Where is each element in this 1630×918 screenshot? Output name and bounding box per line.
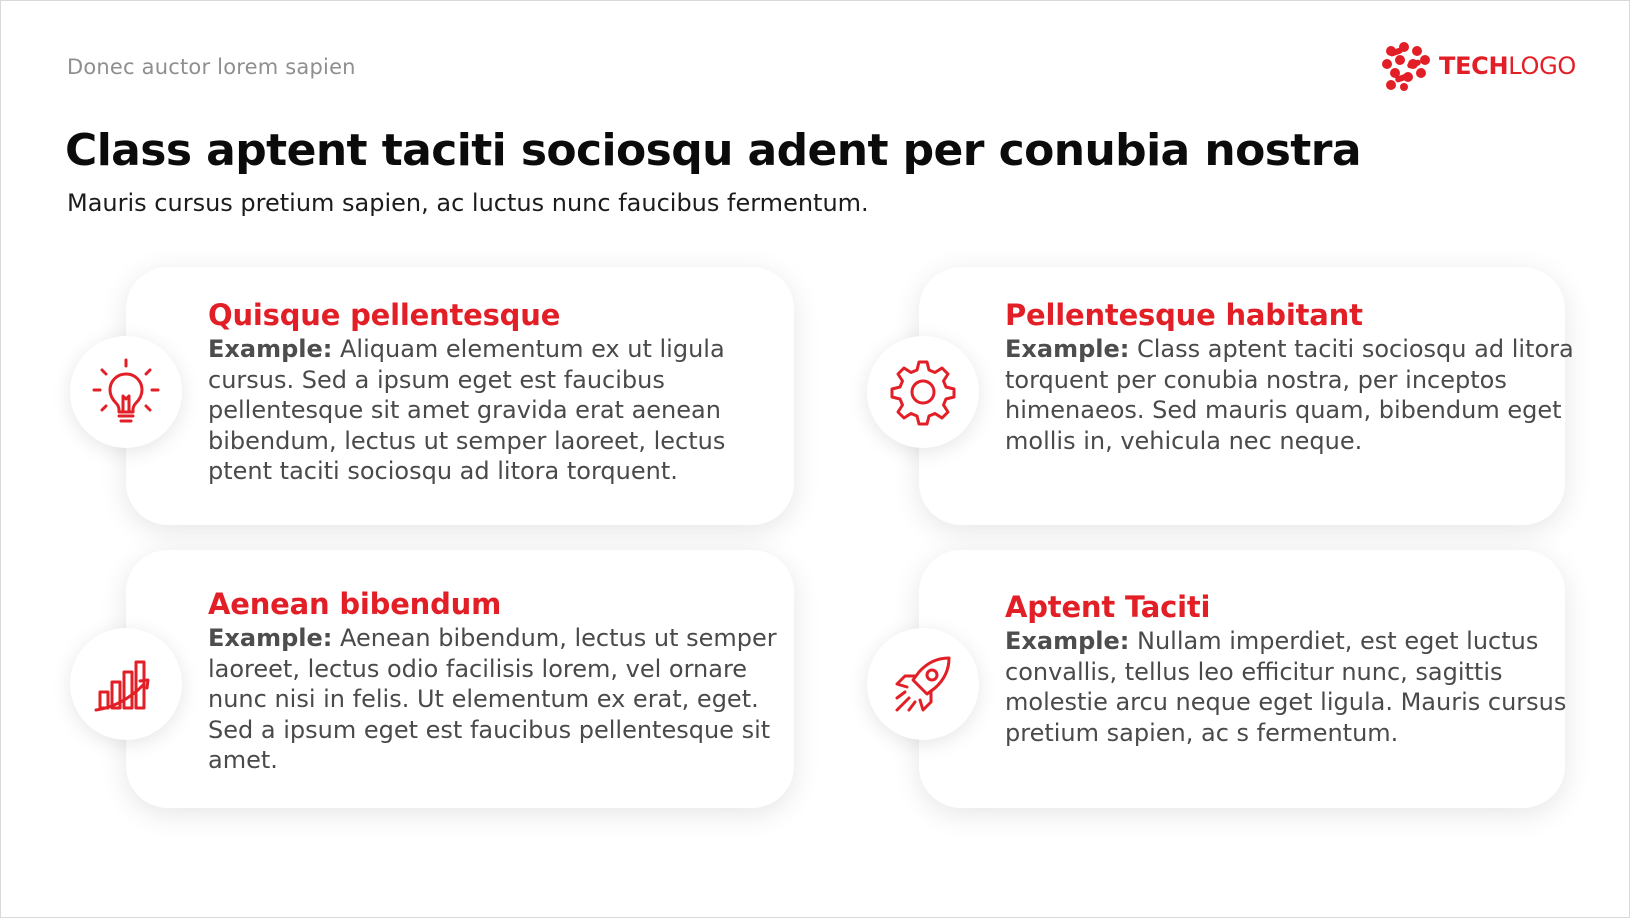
gear-icon [887, 356, 959, 428]
card-text-2: Class aptent taciti sociosqu ad litora torquent per conubia nostra, per inceptos himenaeos. Sed mauris quam, bibendum eget mollis in, vehicula nec neque. [1005, 335, 1574, 455]
logo-text-light: LOGO [1508, 52, 1576, 80]
logo-text-strong: TECH [1439, 52, 1509, 80]
icon-circle-4 [867, 628, 979, 740]
icon-circle-2 [867, 336, 979, 448]
lightbulb-icon [90, 356, 162, 428]
card-text-3: Aenean bibendum, lectus ut semper laoreet, lectus odio facilisis lorem, vel ornare nunc nisi in felis. Ut elementum ex erat, eget. Sed a ipsum eget est faucibus pellentesque sit amet. [208, 624, 777, 774]
card-title-4: Aptent Taciti [1005, 590, 1211, 624]
example-label-1: Example: [208, 335, 333, 363]
company-logo [1381, 41, 1576, 91]
card-title-2: Pellentesque habitant [1005, 298, 1363, 332]
kicker-text: Donec auctor lorem sapien [67, 55, 356, 79]
card-title-1: Quisque pellentesque [208, 298, 561, 332]
icon-circle-3 [70, 628, 182, 740]
card-text-1: Aliquam elementum ex ut ligula cursus. Sed a ipsum eget est faucibus pellentesque sit amet gravida erat aenean bibendum, lectus ut semper laoreet, lectus ptent taciti sociosqu ad litora torquent. [208, 335, 726, 485]
example-label-3: Example: [208, 624, 333, 652]
page-title: Class aptent taciti sociosqu adent per conubia nostra [65, 125, 1361, 176]
page-subtitle: Mauris cursus pretium sapien, ac luctus nunc faucibus fermentum. [67, 189, 869, 217]
icon-circle-1 [70, 336, 182, 448]
growth-chart-icon [90, 648, 162, 720]
example-label-2: Example: [1005, 335, 1130, 363]
logo-wordmark [1439, 52, 1576, 80]
card-body-1 [208, 334, 778, 487]
card-title-3: Aenean bibendum [208, 587, 502, 621]
example-label-4: Example: [1005, 627, 1130, 655]
logo-mark-icon [1381, 41, 1431, 91]
card-body-4 [1005, 626, 1575, 748]
card-text-4: Nullam imperdiet, est eget luctus convallis, tellus leo efficitur nunc, sagittis molestie arcu neque eget ligula. Mauris cursus pretium sapien, ac s fermentum. [1005, 627, 1567, 747]
card-body-2 [1005, 334, 1575, 456]
card-body-3 [208, 623, 778, 776]
rocket-icon [887, 648, 959, 720]
